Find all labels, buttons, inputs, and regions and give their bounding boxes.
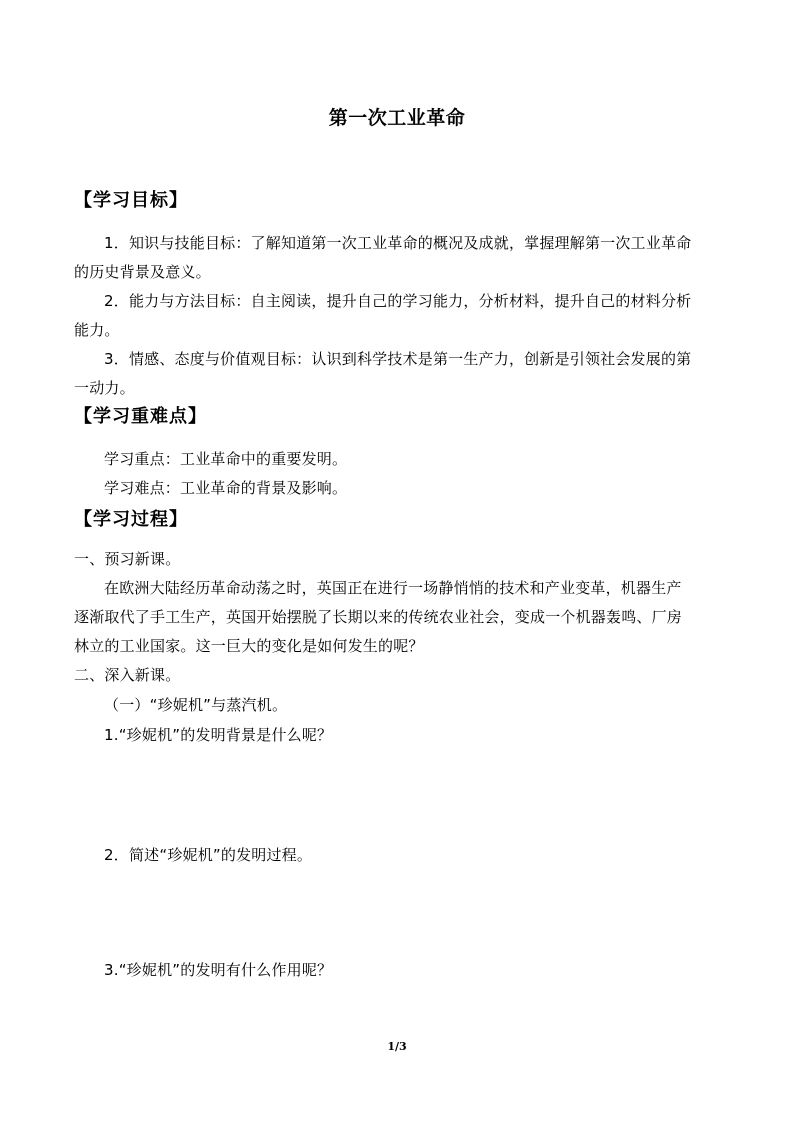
objective-2-line-2: 能力。 (74, 321, 120, 339)
intro-line-2: 逐渐取代了手工生产，英国开始摆脱了长期以来的传统农业社会，变成一个机器轰鸣、厂房 (74, 608, 683, 626)
key-difficulty: 学习难点：工业革命的背景及影响。 (104, 479, 348, 497)
objective-3-line-1: 3．情感、态度与价值观目标：认识到科学技术是第一生产力，创新是引领社会发展的第 (104, 350, 692, 368)
objective-1-line-2: 的历史背景及意义。 (74, 263, 211, 281)
question-2: 2．简述“珍妮机”的发明过程。 (104, 846, 313, 864)
section-heading-process: 【学习过程】 (74, 509, 188, 530)
objective-1-line-1: 1．知识与技能目标：了解知道第一次工业革命的概况及成就，掌握理解第一次工业革命 (104, 234, 692, 252)
key-focus: 学习重点：工业革命中的重要发明。 (104, 450, 348, 468)
question-3: 3.“珍妮机”的发明有什么作用呢？ (104, 961, 333, 979)
page-number: 1/3 (387, 1040, 407, 1053)
subsection-title: （一）“珍妮机”与蒸汽机。 (104, 696, 288, 714)
page-title: 第一次工业革命 (328, 107, 466, 129)
question-1: 1.“珍妮机”的发明背景是什么呢？ (104, 726, 333, 744)
part-1-title: 一、预习新课。 (74, 550, 181, 568)
section-heading-key-points: 【学习重难点】 (74, 406, 207, 427)
objective-3-line-2: 一动力。 (74, 379, 135, 397)
section-heading-objectives: 【学习目标】 (74, 190, 188, 211)
intro-line-1: 在欧洲大陆经历革命动荡之时，英国正在进行一场静悄悄的技术和产业变革，机器生产 (104, 579, 682, 597)
part-2-title: 二、深入新课。 (74, 666, 181, 684)
objective-2-line-1: 2．能力与方法目标：自主阅读，提升自己的学习能力，分析材料，提升自己的材料分析 (104, 292, 692, 310)
intro-line-3: 林立的工业国家。这一巨大的变化是如何发生的呢？ (74, 637, 424, 655)
